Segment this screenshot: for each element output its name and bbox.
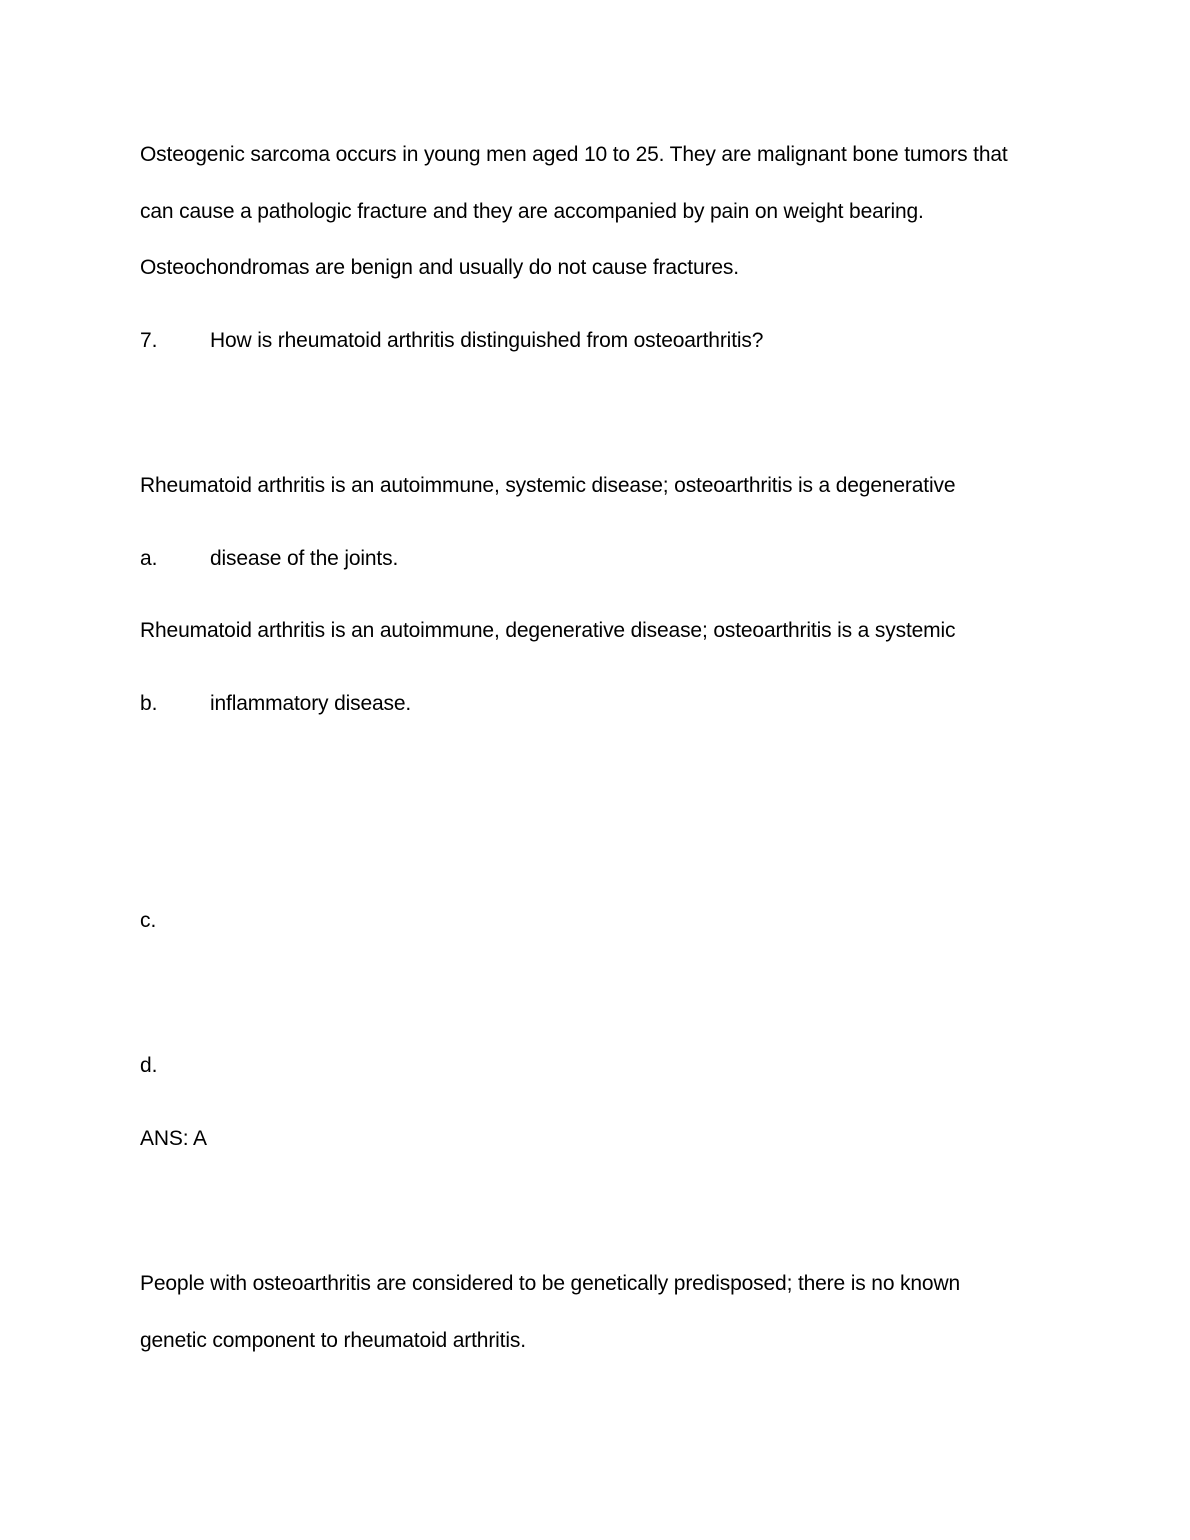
option-c-label: c. [140, 909, 157, 932]
intro-line-2: can cause a pathologic fracture and they are accompanied by pain on weight bearing. [140, 200, 924, 223]
option-b-line-2: inflammatory disease. [210, 692, 412, 715]
option-a-line-2: disease of the joints. [210, 547, 399, 570]
intro-line-1: Osteogenic sarcoma occurs in young men aged 10 to 25. They are malignant bone tumors that [140, 143, 1008, 166]
option-d-label: d. [140, 1054, 158, 1077]
question-text: How is rheumatoid arthritis distinguished from osteoarthritis? [210, 329, 764, 352]
option-a-label: a. [140, 547, 158, 570]
rationale-line-1: People with osteoarthritis are considered to be genetically predisposed; there is no known [140, 1272, 960, 1295]
answer-key: ANS: A [140, 1127, 207, 1150]
option-b-line-1: Rheumatoid arthritis is an autoimmune, degenerative disease; osteoarthritis is a systemic [140, 619, 956, 642]
option-a-line-1: Rheumatoid arthritis is an autoimmune, systemic disease; osteoarthritis is a degenerative [140, 474, 956, 497]
option-b-label: b. [140, 692, 158, 715]
question-number: 7. [140, 329, 158, 352]
intro-line-3: Osteochondromas are benign and usually do not cause fractures. [140, 256, 739, 279]
rationale-line-2: genetic component to rheumatoid arthritis. [140, 1329, 526, 1352]
